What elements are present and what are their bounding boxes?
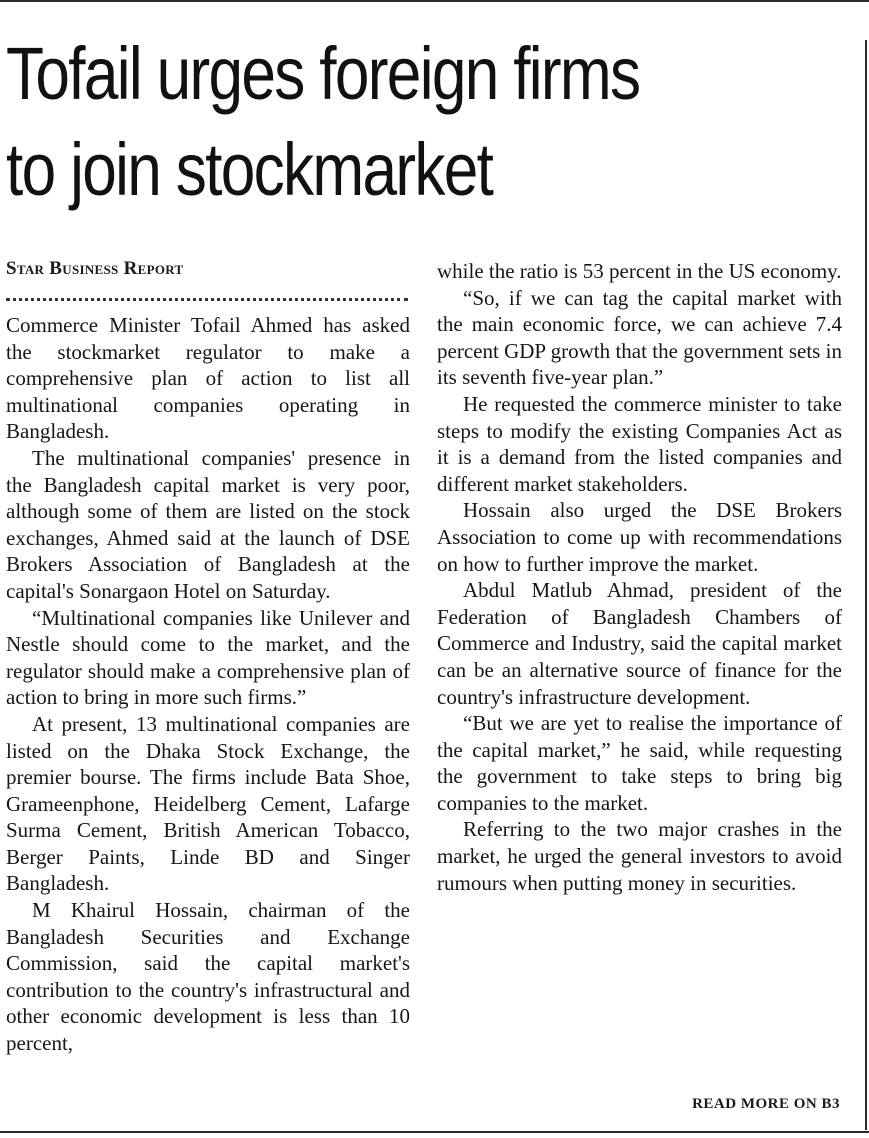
read-more-link[interactable]: READ MORE ON B3 xyxy=(692,1096,840,1112)
article-column-left xyxy=(6,312,410,1057)
headline-line-1: Tofail urges foreign firms xyxy=(6,32,640,115)
paragraph: Hossain also urged the DSE Brokers Association to come up with recommendations on how to further improve the market. xyxy=(437,498,842,576)
paragraph: M Khairul Hossain, chairman of the Bangladesh Securities and Exchange Commission, said the capital market's contribution to the country's infrastructural and other economic development is less than 10 percent, xyxy=(6,898,410,1056)
bottom-rule xyxy=(0,1131,869,1133)
headline-line-2: to join stockmarket xyxy=(6,128,493,211)
paragraph: At present, 13 multinational companies are listed on the Dhaka Stock Exchange, the premier bourse. The firms include Bata Shoe, Grameenphone, Heidelberg Cement, Lafarge Surma Cement, British American Tobacco, Berger Paints, Linde BD and Singer Bangladesh. xyxy=(6,711,410,896)
top-rule xyxy=(0,0,869,2)
paragraph: Abdul Matlub Ahmad, president of the Federation of Bangladesh Chambers of Commerce and Industry, said the capital market can be an alternative source of finance for the country's infrastructure development. xyxy=(437,578,842,709)
paragraph: He requested the commerce minister to take steps to modify the existing Companies Act as it is a demand from the listed companies and different market stakeholders. xyxy=(437,391,842,496)
paragraph: “Multinational companies like Unilever and Nestle should come to the market, and the regulator should make a comprehensive plan of action to bring in more such firms.” xyxy=(6,605,410,710)
right-rule xyxy=(865,40,867,1130)
paragraph: “But we are yet to realise the importance of the capital market,” he said, while requesting the government to take steps to bring big companies to the market. xyxy=(437,711,842,815)
paragraph: “So, if we can tag the capital market with the main economic force, we can achieve 7.4 percent GDP growth that the government sets in its seventh five-year plan.” xyxy=(437,285,842,390)
paragraph: The multinational companies' presence in the Bangladesh capital market is very poor, although some of them are listed on the stock exchanges, Ahmed said at the launch of DSE Brokers Association of Bangladesh at the capital's Sonargaon Hotel on Saturday. xyxy=(6,445,410,603)
article-column-right xyxy=(437,258,842,896)
dotted-divider xyxy=(6,298,408,301)
byline: Star Business Report xyxy=(6,258,184,279)
headline xyxy=(6,26,720,218)
paragraph-continuation: while the ratio is 53 percent in the US economy. xyxy=(437,259,842,283)
paragraph: Referring to the two major crashes in the market, he urged the general investors to avoid rumours when putting money in securities. xyxy=(437,817,842,895)
paragraph: Commerce Minister Tofail Ahmed has asked the stockmarket regulator to make a comprehensive plan of action to list all multinational companies operating in Bangladesh. xyxy=(6,313,410,444)
